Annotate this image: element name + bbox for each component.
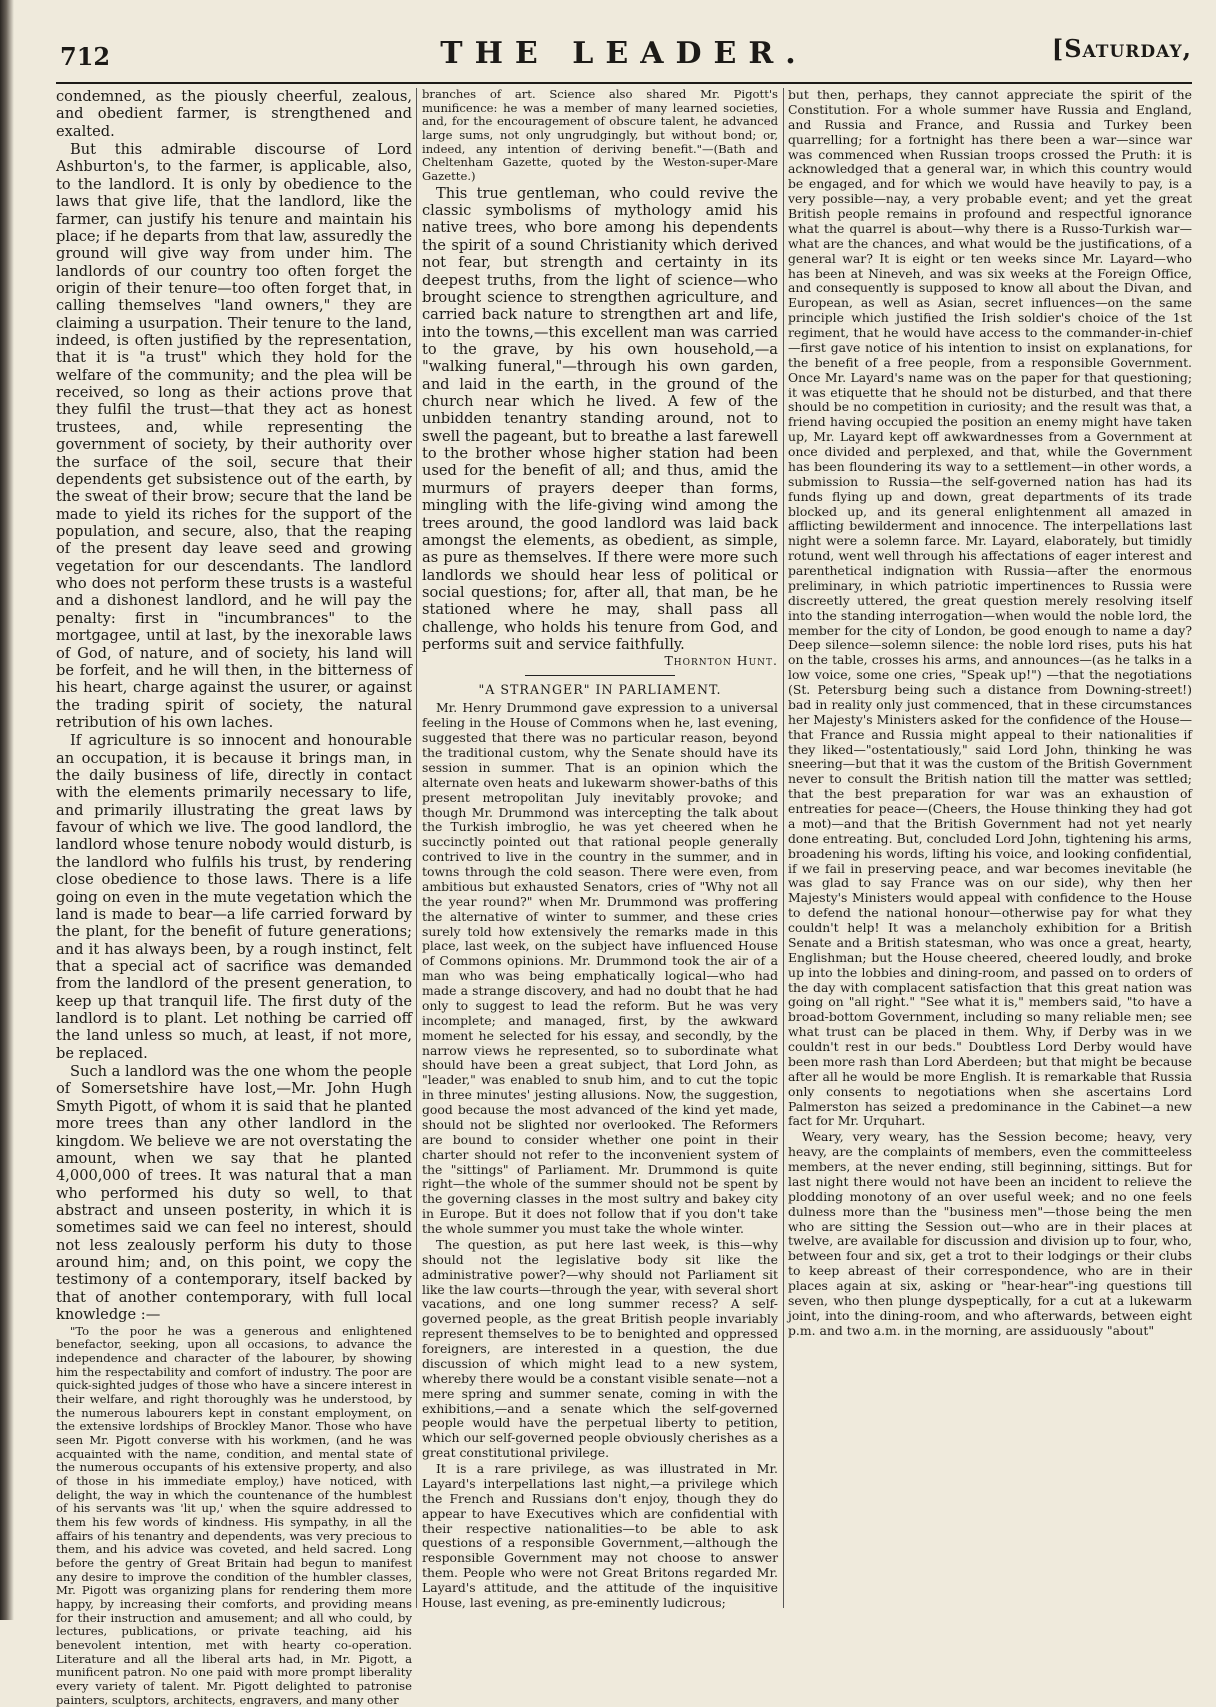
paragraph: but then, perhaps, they cannot appreciate the spirit of the Constitution. For a whole summer have Russia and England, and Russia and France, and Russia and Turkey been quarrelling; for a fortnight has there been a war—since war was commenced when Russian troops crossed the Pruth: it is acknowledged that a general war, in which this country would be engaged, and for which we would have heavily to pay, is a very possible—nay, a very probable event; and yet the great British people remains in profound and respectful ignorance what the quarrel is about—why there is a Russo-Turkish war—what are the chances, and what would be the justifications, of a general war? It is eight or ten weeks since Mr. Layard—who has been at Nineveh, and was six weeks at the Foreign Office, and consequently is supposed to know all about the Divan, and European, as well as Asian, secret influences—on the same principle which justified the Irish soldier's choice of the 1st regiment, that he would have access to the commander-in-chief—first gave notice of his intention to insist on explanations, for the benefit of a free people, from a responsible Government. Once Mr. Layard's name was on the paper for that questioning; it was etiquette that he should not be disturbed, and that there should be no competition in curiosity; and the result was that, a friend having occupied the position an enemy might have taken up, Mr. Layard kept off awkwardnesses from a Government at once divided and perplexed, and that, while the Government has been floundering its way to a settlement—in other words, a submission to Russia—the self-governed nation has had its funds flying up and down, great departments of its trade blocked up, and its general enlightenment all amazed in afflicting bewilderment and innocence. The interpellations last night were a solemn farce. Mr. Layard, elaborately, but timidly rotund, went well through his affectations of eager interest and parenthetical indignation with Russia—after the enormous preliminary, in which patriotic impertinences to Russia were discreetly uttered, the great question merely resolving itself into the standing interrogation—when would the noble lord, the member for the city of London, be good enough to name a day? Deep silence—solemn silence: the noble lord rises, puts his hat on the table, crosses his arms, and announces—(as he talks in a low voice, some one cries, "Speak up!") —that the negotiations (St. Petersburg being such a distance from Downing-street!) bad in reality only just commenced, that in these circumstances her Majesty's Ministers asked for the confidence of the House—that France and Russia might appeal to their nationalities if they liked—"ostentatiously," said Lord John, thinking he was sneering—but that it was the custom of the British Government never to consult the British nation till the matter was settled; that the best preparation for war was an exhaustion of entreaties for peace—(Cheers, the House thinking they had got a mot)—and that the British Government had not yet nearly done entreating. But, concluded Lord John, tightening his arms, broadening his words, lifting his voice, and looking confidential, if we fail in preserving peace, and war becomes inevitable (he was glad to say France was on our side), why then her Majesty's Ministers would appeal with confidence to the House to defend the national honour—otherwise pay for what they couldn't help! It was a melancholy exhibition for a British Senate and a British statesman, who was once a great, hearty, Englishman; but the House cheered, cheered loudly, and broke up into the lobbies and dining-room, and passed on to orders of the day with complacent satisfaction that this great nation was going on "all right." "See what it is," members said, "to have a broad-bottom Government, including so many reliable men; see what trust can be placed in them. Why, if Derby was in we couldn't rest in our beds." Doubtless Lord Derby would have been more rash than Lord Aberdeen; but that might be because after all he would be more English. It is remarkable that Russia only consents to negotiations when she ascertains Lord Palmerston has seized a predominance in the Cabinet—a new fact for Mr. Urquhart. [788, 87, 1192, 1129]
masthead: THE LEADER. [440, 36, 808, 71]
block-quote-continued: branches of art. Science also shared Mr. Pigott's munificence: he was a member of many learned societies, and, for the encouragement of obscure talent, he advanced large sums, not only ungrudgingly, but without bond; or, indeed, any intention of deriving benefit."—(Bath and Cheltenham Gazette, quoted by the Weston-super-Mare Gazette.) [422, 87, 778, 184]
paragraph: The question, as put here last week, is this—why should not the legislative body sit like the administrative power?—why should not Parliament sit like the law courts—through the year, with several short vacations, and one long summer recess? A self-governed people, as the great British people invariably represent themselves to be to benighted and oppressed foreigners, are interested in a question, the due discussion of which might lead to a new system, whereby there would be a constant visible senate—not a mere spring and summer senate, coming in with the exhibitions,—and a senate which the self-governed people would have the perpetual liberty to petition, which our self-governed people obviously cherishes as a great constitutional privilege. [422, 1236, 778, 1461]
paragraph: condemned, as the piously cheerful, zealous, and obedient farmer, is strengthened and exalted. [56, 88, 412, 140]
paragraph: It is a rare privilege, as was illustrated in Mr. Layard's interpellations last night,—a privilege which the French and Russians don't enjoy, though they do appear to have Executives which are confidential with their respective nationalities—to be able to ask questions of a responsible Government,—although the responsible Government may not choose to answer them. People who were not Great Britons regarded Mr. Layard's attitude, and the attitude of the inquisitive House, last evening, as pre-eminently ludicrous; [422, 1461, 778, 1610]
column-3 [788, 88, 1192, 1612]
column-2 [422, 88, 778, 1612]
paragraph: If agriculture is so innocent and honourable an occupation, it is because it brings man, in the daily business of life, directly in contact with the elements primarily necessary to life, and primarily illustrating the great laws by favour of which we live. The good landlord, the landlord whose tenure nobody would disturb, is the landlord who fulfils his trust, by rendering close obedience to those laws. There is a life going on even in the mute vegetation which the land is made to bear—a life carried forward by the plant, for the benefit of future generations; and it has always been, by a rough instinct, felt that a special act of sacrifice was demanded from the landlord of the present generation, to keep up that tranquil life. The first duty of the landlord is to plant. Let nothing be carried off the land unless so much, at least, if not more, be replaced. [56, 732, 412, 1062]
column-1 [56, 88, 412, 1707]
binding-shadow [0, 0, 14, 1620]
paragraph: Mr. Henry Drummond gave expression to a universal feeling in the House of Commons when he, last evening, suggested that there was no particular reason, beyond the traditional custom, why the Senate should have its session in summer. That is an opinion which the alternate oven heats and lukewarm shower-baths of this present metropolitan July inevitably provoke; and though Mr. Drummond was intercepting the talk about the Turkish imbroglio, he was yet cheered when he succinctly pointed out that rational people generally contrived to live in the country in the summer, and in towns through the cold season. There were even, from ambitious but exhausted Senators, cries of "Why not all the year round?" when Mr. Drummond was proffering the alternative of winter to summer, and these cries surely told how extensively the remarks made in this place, last week, on the subject have influenced House of Commons opinions. Mr. Drummond took the air of a man who was being emphatically logical—who had made a strange discovery, and had no doubt that he had only to suggest to lead the reform. But he was very incomplete; and managed, first, by the awkward moment he selected for his essay, and secondly, by the narrow views he represented, so to subordinate what should have been a great subject, that Lord John, as "leader," was enabled to snub him, and to cut the topic in three minutes' jesting allusions. Now, the suggestion, good because the most advanced of the kind yet made, should not be slighted nor overlooked. The Reformers are bound to consider whether one point in their charter should not refer to the inconvenient system of the "sittings" of Parliament. Mr. Drummond is quite right—the whole of the summer should not be spent by the governing classes in the most sultry and bakey city in Europe. But it does not follow that if you don't take the whole summer you must take the whole winter. [422, 700, 778, 1237]
paragraph: Such a landlord was the one whom the people of Somersetshire have lost,—Mr. John Hugh Smyth Pigott, of whom it is said that he planted more trees than any other landlord in the kingdom. We believe we are not overstating the amount, when we say that he planted 4,000,000 of trees. It was natural that a man who performed his duty so well, to that abstract and unseen posterity, in which it is sometimes said we can feel no interest, should not less zealously perform his duty to those around him; and, on this point, we copy the testimony of a contemporary, itself backed by that of another contemporary, with full local knowledge :— [56, 1063, 412, 1324]
page-header [56, 20, 1192, 74]
issue-day: [Saturday, [1051, 34, 1192, 63]
article-separator [525, 675, 675, 676]
paragraph: This true gentleman, who could revive the classic symbolisms of mythology amid his native trees, who bore among his dependents the spirit of a sound Christianity which derived not fear, but strength and certainty in its deepest truths, from the light of science—who brought science to strengthen agriculture, and carried back nature to strengthen art and life, into the towns,—this excellent man was carried to the grave, by his own household,—a "walking funeral,"—through his own garden, and laid in the earth, in the ground of the church near which he lived. A few of the unbidden tenantry standing around, not to swell the pageant, but to breathe a last farewell to the brother whose higher station had been used for the benefit of all; and thus, amid the murmurs of prayers deeper than forms, mingling with the life-giving wind among the trees around, the good landlord was laid back amongst the elements, as obedient, as simple, as pure as themselves. If there were more such landlords we should hear less of political or social questions; for, after all, that man, be he stationed where he may, shall pass all challenge, who holds his tenure from God, and performs suit and service faithfully. [422, 184, 779, 654]
column-rule [416, 88, 417, 1608]
article-title: "A STRANGER" IN PARLIAMENT. [478, 682, 722, 698]
paragraph: Weary, very weary, has the Session become; heavy, very heavy, are the complaints of members, even the committeeless members, at the never ending, still beginning, sittings. But for last night there would not have been an incident to relieve the plodding monotony of an over useful week; and no one feels dulness more than the "business men"—those being the men who are sitting the Session out—who are in their places at twelve, are available for discussion and division up to four, who, between four and six, get a trot to their lodgings or their clubs to keep abreast of their correspondence, who are in their places again at six, asking or "hear-hear"-ing questions till seven, who then plunge dyspeptically, for a cut at a lukewarm joint, into the dining-room, and who afterwards, between eight p.m. and two a.m. in the morning, are assiduously "about" [788, 1129, 1192, 1338]
column-rule [783, 88, 784, 1608]
page-number: 712 [60, 42, 111, 71]
author-signature: Thornton Hunt. [664, 653, 778, 669]
paragraph: But this admirable discourse of Lord Ashburton's, to the farmer, is applicable, also, to the landlord. It is only by obedience to the laws that give life, that the landlord, like the farmer, can justify his tenure and maintain his place; if he departs from that law, assuredly the ground will give way from under him. The landlords of our country too often forget the origin of their tenure—too often forget that, in calling themselves "land owners," they are claiming a usurpation. Their tenure to the land, indeed, is often justified by the representation, that it is "a trust" which they hold for the welfare of the community; and the plea will be received, so long as their actions prove that they fulfil the trust—that they act as honest trustees, and, while representing the government of society, by their authority over the surface of the soil, secure that their dependents get subsistence out of the earth, by the sweat of their brow; secure that the land be made to yield its riches for the support of the population, and secure, also, that the reaping of the present day leave seed and growing vegetation for our descendants. The landlord who does not perform these trusts is a wasteful and a dishonest landlord, and he will pay the penalty: first in "incumbrances" to the mortgagee, until at last, by the inexorable laws of God, of nature, and of society, his land will be forfeit, and he will then, in the bitterness of his heart, charge against the usurer, or against the trading spirit of society, the natural retribution of his own laches. [56, 141, 412, 731]
block-quote: "To the poor he was a generous and enlightened benefactor, seeking, upon all occasions, to advance the independence and character of the labourer, by showing him the respectability and comfort of industry. The poor are quick-sighted judges of those who have a sincere interest in their welfare, and right thoroughly was he understood, by the numerous labourers kept in constant employment, on the extensive lordships of Brockley Manor. Those who have seen Mr. Pigott converse with his workmen, (and he was acquainted with the name, condition, and mental state of the numerous occupants of his extensive property, and also of those in his immediate employ,) have noticed, with delight, the way in which the countenance of the humblest of his servants was 'lit up,' when the squire addressed to them his few words of kindness. His sympathy, in all the affairs of his tenantry and dependents, was very precious to them, and his advice was coveted, and held sacred. Long before the gentry of Great Britain had begun to manifest any desire to improve the condition of the humbler classes, Mr. Pigott was organizing plans for rendering them more happy, by increasing their comforts, and providing means for their instruction and amusement; and all who could, by lectures, publications, or private teaching, aid his benevolent intention, met with hearty co-operation. Literature and all the liberal arts had, in Mr. Pigott, a munificent patron. No one paid with more prompt liberality every variety of talent. Mr. Pigott delighted to patronise painters, sculptors, architects, engravers, and many other [56, 1323, 412, 1707]
header-rule [56, 82, 1192, 84]
